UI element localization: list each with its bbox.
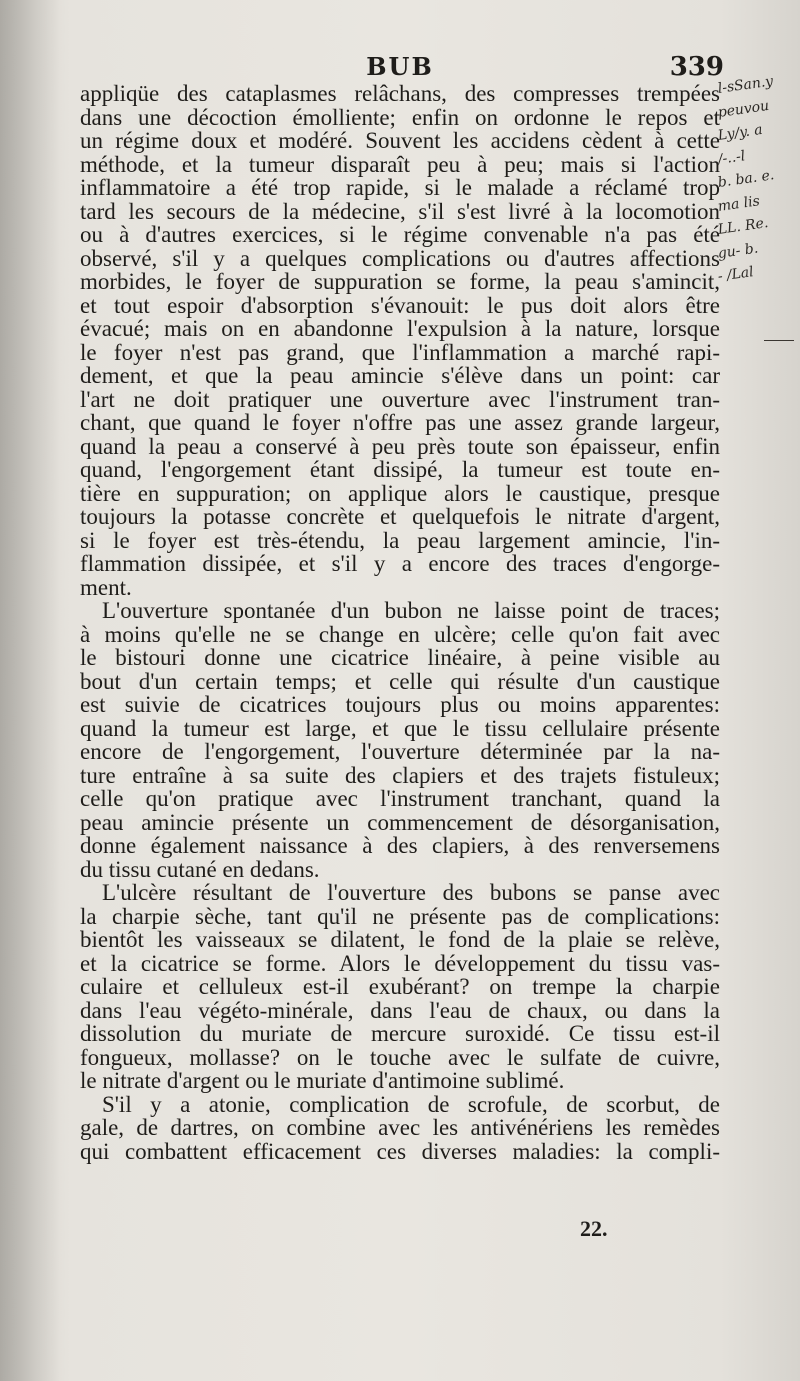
margin-note: Ly/y. a [716,121,764,144]
margin-note: b. ba. e. [716,167,776,191]
text-line: est suivie de cicatrices toujours plus ou moins apparentes: [80,692,720,717]
text-line: culaire et celluleux est-il exubérant? on trempe la charpie [80,974,720,999]
paragraph-start: L'ouverture spontanée d'un bubon ne laisse point de traces; [102,598,720,623]
margin-note: l-sSan.y [716,73,775,97]
body-text [80,82,720,1163]
text-line: morbides, le foyer de suppuration se forme, la peau s'amincit, [80,269,720,294]
text-line: le foyer n'est pas grand, que l'inflammation a marché rapi- [80,339,720,365]
text-line: bientôt les vaisseaux se dilatent, le fond de la plaie se relève, [80,927,720,952]
text-line: dissolution du muriate de mercure suroxidé. Ce tissu est-il [80,1021,720,1046]
text-line: flammation dissipée, et s'il y a encore des traces d'engorge- [80,551,720,576]
text-line: ture entraîne à sa suite des clapiers et des trajets fistuleux; [80,762,720,788]
text-line: gale, de dartres, on combine avec les antivénériens les remèdes [80,1115,720,1140]
text-line: tard les secours de la médecine, s'il s'est livré à la locomotion [80,198,720,224]
text-line: chant, que quand le foyer n'offre pas une assez grande largeur, [80,410,720,435]
binding-shadow [0,0,60,1381]
text-line: donne également naissance à des clapiers, à des renversemens [80,833,720,858]
text-line: quand la peau a conservé à peu près toute son épaisseur, enfin [80,433,720,459]
text-line: celle qu'on pratique avec l'instrument tranchant, quand la [80,786,720,811]
text-line: dans une décoction émolliente; enfin on ordonne le repos et [80,104,720,130]
text-line: ou à d'autres exercices, si le régime convenable n'a pas été [80,222,720,247]
paragraph-start: S'il y a atonie, complication de scrofule, de scorbut, de [102,1091,720,1117]
text-line: encore de l'engorgement, l'ouverture déterminée par la na- [80,739,720,764]
text-line: le bistouri donne une cicatrice linéaire, à peine visible au [80,645,720,670]
text-line: quand la tumeur est large, et que le tissu cellulaire présente [80,715,720,741]
text-line: ment. [80,574,132,600]
text-line: et la cicatrice se forme. Alors le développement du tissu vas- [80,950,720,976]
text-line: fongueux, mollasse? on le touche avec le sulfate de cuivre, [80,1044,720,1070]
margin-note: peuvou [716,97,771,121]
text-line: évacué; mais on en abandonne l'expulsion à la nature, lorsque [80,316,720,341]
signature-mark: 22. [580,1216,608,1241]
margin-note: - /Lal [716,264,755,285]
text-line: méthode, et la tumeur disparaît peu à peu; mais si l'action [80,151,720,177]
margin-note: LL. Re. [716,215,770,238]
text-line: du tissu cutané en dedans. [80,856,320,882]
text-line: si le foyer est très-étendu, la peau largement amincie, l'in- [80,527,720,553]
text-line: observé, s'il y a quelques complications ou d'autres affections [80,245,720,271]
text-line: peau amincie présente un commencement de désorganisation, [80,809,720,835]
text-line: tière en suppuration; on applique alors le caustique, presque [80,480,720,506]
text-line: à moins qu'elle ne se change en ulcère; celle qu'on fait avec [80,621,720,647]
text-line: bout d'un certain temps; et celle qui résulte d'un caustique [80,668,720,694]
margin-note: ma lis [716,192,761,215]
text-line: quand, l'engorgement étant dissipé, la tumeur est toute en- [80,457,720,482]
text-line: dans l'eau végéto-minérale, dans l'eau de chaux, ou dans la [80,997,720,1023]
margin-note: gu- b. [716,239,760,262]
handwritten-margin-notes [716,73,800,290]
text-line: et tout espoir d'absorption s'évanouit: le pus doit alors être [80,292,720,318]
text-line: toujours la potasse concrète et quelquefois le nitrate d'argent, [80,504,720,529]
paragraph-start: L'ulcère résultant de l'ouverture des bubons se panse avec [102,880,720,905]
text-line: inflammatoire a été trop rapide, si le malade a réclamé trop [80,175,720,200]
text-line: un régime doux et modéré. Souvent les accidens cèdent à cette [80,128,720,153]
text-line: qui combattent efficacement ces diverses maladies: la compli- [80,1138,720,1164]
margin-divider [764,340,794,341]
running-head: BUB [366,52,434,81]
text-line: appliqüe des cataplasmes relâchans, des compresses trempées [80,81,720,106]
margin-note: /-..-l [716,147,747,168]
page-number: 339 [669,52,724,82]
text-line: le nitrate d'argent ou le muriate d'antimoine sublimé. [80,1068,565,1093]
text-line: l'art ne doit pratiquer une ouverture avec l'instrument tran- [80,386,720,412]
text-line: la charpie sèche, tant qu'il ne présente pas de complications: [80,903,720,929]
text-line: dement, et que la peau amincie s'élève dans un point: car [80,363,720,388]
